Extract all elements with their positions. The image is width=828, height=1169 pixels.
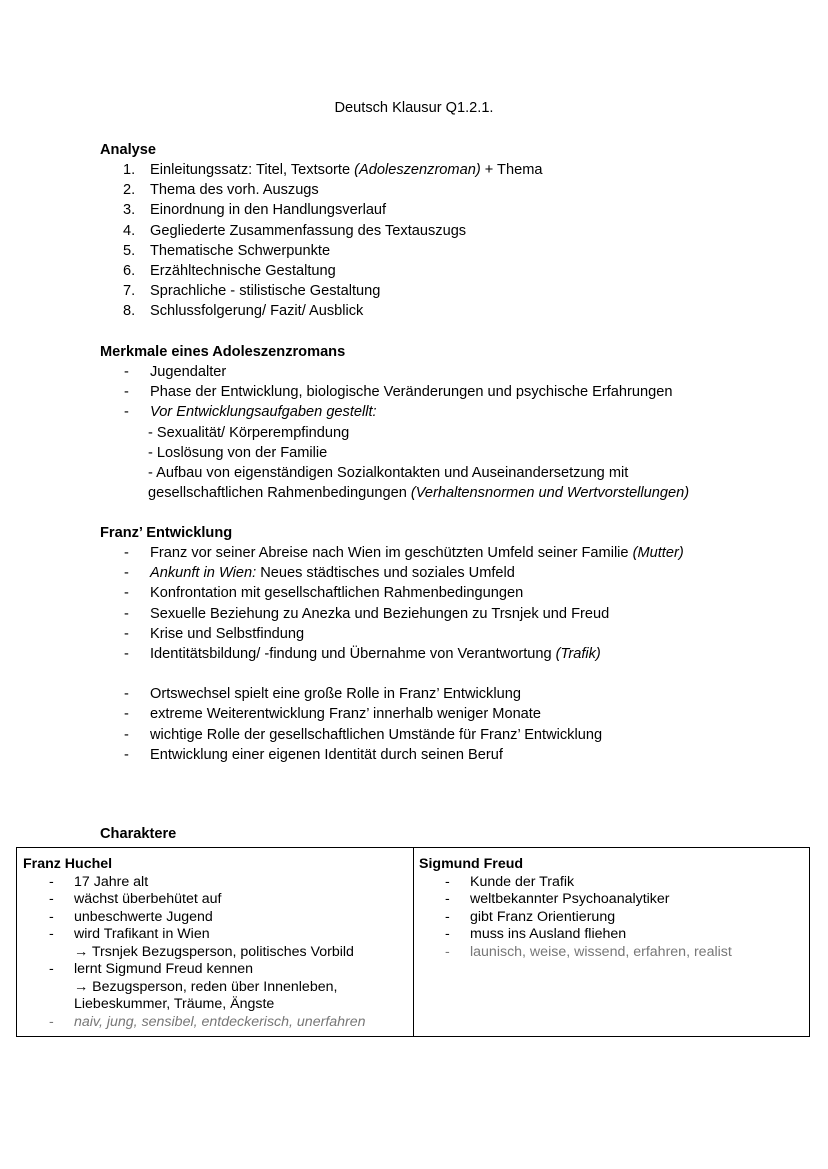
item-text-plain: Schlussfolgerung/ Fazit/ Ausblick <box>150 303 364 320</box>
table-row <box>419 926 809 944</box>
item-text-italic: (Adoleszenzroman) <box>354 162 481 178</box>
item-text <box>150 301 363 321</box>
table-row <box>23 944 413 962</box>
item-number: 7. <box>123 283 136 300</box>
sub-item <box>100 483 800 503</box>
bullet-dash: - <box>49 873 54 890</box>
list-item-plain: Franz vor seiner Abreise nach Wien im geschützten Umfeld seiner Familie <box>150 545 633 561</box>
list-item <box>100 644 800 664</box>
table-cell-freud <box>414 848 809 1036</box>
list-item-text <box>150 543 684 563</box>
item-text <box>150 261 336 281</box>
item-number: 5. <box>123 242 136 259</box>
list-item <box>100 604 800 624</box>
table-cell-franz <box>17 848 414 1036</box>
sub-item: - Aufbau von eigenständigen Sozialkontakten und Auseinandersetzung mit <box>148 464 629 481</box>
list-item-text: extreme Weiterentwicklung Franz’ innerhalb weniger Monate <box>150 706 541 723</box>
bullet-dash: - <box>124 364 129 380</box>
item-text-plain: Erzähltechnische Gestaltung <box>150 262 336 279</box>
table-row <box>23 1014 413 1032</box>
row-text: wird Trafikant in Wien <box>74 926 210 942</box>
list-item-plain: Neues städtisches und soziales Umfeld <box>256 565 515 582</box>
list-item <box>100 382 800 402</box>
row-text: launisch, weise, wissend, erfahren, realist <box>470 943 732 960</box>
numbered-item <box>100 301 800 321</box>
item-text <box>150 281 380 301</box>
list-item-italic: Ankunft in Wien: <box>150 565 257 582</box>
row-text: 17 Jahre alt <box>74 873 149 890</box>
spacer <box>100 664 800 684</box>
list-item-text: Ortswechsel spielt eine große Rolle in Franz’ Entwicklung <box>150 686 521 703</box>
row-text: → Trsnjek Bezugsperson, politisches Vorbild <box>74 943 354 960</box>
table-row <box>23 926 413 944</box>
bullet-dash: - <box>49 961 54 977</box>
sub-item-text: gesellschaftlichen Rahmenbedingungen <box>148 485 411 502</box>
row-text: naiv, jung, sensibel, entdeckerisch, unerfahren <box>74 1013 366 1030</box>
bullet-dash: - <box>124 404 129 421</box>
list-item-text: Krise und Selbstfindung <box>150 625 305 642</box>
numbered-item <box>100 261 800 281</box>
list-item <box>100 704 800 724</box>
row-text: weltbekannter Psychoanalytiker <box>470 891 670 907</box>
item-text-plain: Thematische Schwerpunkte <box>150 242 331 259</box>
bullet-dash: - <box>124 645 129 662</box>
numbered-item <box>100 160 800 180</box>
item-text <box>150 180 319 200</box>
item-number: 2. <box>123 182 136 199</box>
table-row <box>23 891 413 909</box>
list-item <box>100 362 800 382</box>
character-name: Sigmund Freud <box>419 856 524 872</box>
charaktere-table <box>16 847 810 1037</box>
list-item <box>100 563 800 583</box>
list-item-italic: (Mutter) <box>632 545 684 561</box>
bullet-dash: - <box>124 726 129 743</box>
list-item-plain: Identitätsbildung/ -findung und Übernahme von Verantwortung <box>150 645 556 662</box>
entwicklung-section <box>100 523 800 765</box>
character-name: Franz Huchel <box>23 856 113 872</box>
sub-item-italic: (Verhaltensnormen und Wertvorstellungen) <box>410 485 690 502</box>
merkmale-heading: Merkmale eines Adoleszenzromans <box>100 344 346 360</box>
item-text-plain: Thema des vorh. Auszugs <box>150 182 319 199</box>
row-text: → Bezugsperson, reden über Innenleben, <box>74 978 338 995</box>
table-row <box>23 909 413 927</box>
item-text <box>150 221 466 241</box>
item-text-plain: Einordnung in den Handlungsverlauf <box>150 202 387 219</box>
table-row <box>23 874 413 892</box>
table-row <box>419 909 809 927</box>
bullet-dash: - <box>124 384 129 401</box>
item-text <box>150 200 386 220</box>
numbered-item <box>100 241 800 261</box>
sub-item: - Sexualität/ Körperempfindung <box>148 424 350 441</box>
bullet-dash: - <box>49 1013 54 1030</box>
bullet-dash: - <box>124 746 129 763</box>
bullet-dash: - <box>124 605 129 622</box>
list-item <box>100 745 800 765</box>
list-item-text: Konfrontation mit gesellschaftlichen Rahmenbedingungen <box>150 585 524 602</box>
numbered-item <box>100 200 800 220</box>
list-item-text: Vor Entwicklungsaufgaben gestellt: <box>150 404 377 421</box>
list-item-text: Entwicklung einer eigenen Identität durch seinen Beruf <box>150 746 503 763</box>
table-row <box>419 891 809 909</box>
list-item <box>100 583 800 603</box>
item-number: 4. <box>123 222 136 239</box>
item-text-plain: + Thema <box>480 162 543 178</box>
analyse-section <box>100 140 800 322</box>
analyse-heading: Analyse <box>100 142 156 158</box>
numbered-item <box>100 180 800 200</box>
row-text: lernt Sigmund Freud kennen <box>74 961 254 977</box>
row-text: muss ins Ausland fliehen <box>470 926 627 942</box>
bullet-dash: - <box>445 926 450 942</box>
bullet-dash: - <box>124 585 129 602</box>
bullet-dash: - <box>445 873 450 890</box>
bullet-dash: - <box>124 706 129 723</box>
list-item-text: wichtige Rolle der gesellschaftlichen Umstände für Franz’ Entwicklung <box>150 726 603 743</box>
sub-item: - Loslösung von der Familie <box>148 444 328 461</box>
item-number: 1. <box>123 162 136 178</box>
list-item <box>100 402 800 422</box>
list-item-text <box>150 644 601 664</box>
list-item <box>100 684 800 704</box>
bullet-dash: - <box>124 625 129 642</box>
bullet-dash: - <box>49 926 54 942</box>
analyse-list <box>100 160 800 322</box>
bullet-dash: - <box>49 908 54 925</box>
bullet-dash: - <box>445 908 450 925</box>
item-number: 6. <box>123 262 136 279</box>
list-item-text: Phase der Entwicklung, biologische Veränderungen und psychische Erfahrungen <box>150 384 673 401</box>
row-text: unbeschwerte Jugend <box>74 908 213 925</box>
row-text: Liebeskummer, Träume, Ängste <box>74 996 275 1012</box>
item-number: 3. <box>123 202 136 219</box>
list-item-text: Sexuelle Beziehung zu Anezka und Beziehungen zu Trsnjek und Freud <box>150 605 610 622</box>
item-text-plain: Gegliederte Zusammenfassung des Textauszugs <box>150 222 467 239</box>
table-row <box>419 874 809 892</box>
document-title: Deutsch Klausur Q1.2.1. <box>334 100 494 116</box>
entwicklung-heading: Franz’ Entwicklung <box>100 525 233 541</box>
merkmale-section <box>100 342 800 503</box>
list-item-text: Jugendalter <box>150 364 227 380</box>
numbered-item <box>100 221 800 241</box>
table-row <box>419 944 809 962</box>
row-text: gibt Franz Orientierung <box>470 908 616 925</box>
table-row <box>23 979 413 997</box>
row-text: Kunde der Trafik <box>470 873 575 890</box>
table-row <box>23 961 413 979</box>
bullet-dash: - <box>124 565 129 582</box>
list-item <box>100 725 800 745</box>
numbered-item <box>100 281 800 301</box>
list-item-text <box>150 563 515 583</box>
list-item-italic: (Trafik) <box>555 645 601 662</box>
bullet-dash: - <box>445 891 450 907</box>
list-item <box>100 543 800 563</box>
table-row <box>23 996 413 1014</box>
bullet-dash: - <box>445 943 450 960</box>
charaktere-heading: Charaktere <box>100 826 177 842</box>
item-text-plain: Einleitungssatz: Titel, Textsorte <box>150 162 355 178</box>
bullet-dash: - <box>49 891 54 907</box>
bullet-dash: - <box>124 545 129 561</box>
item-text <box>150 241 330 261</box>
bullet-dash: - <box>124 686 129 703</box>
item-text-plain: Sprachliche - stilistische Gestaltung <box>150 283 381 300</box>
item-text <box>150 160 542 180</box>
item-number: 8. <box>123 303 136 320</box>
list-item <box>100 624 800 644</box>
row-text: wächst überbehütet auf <box>74 891 222 907</box>
